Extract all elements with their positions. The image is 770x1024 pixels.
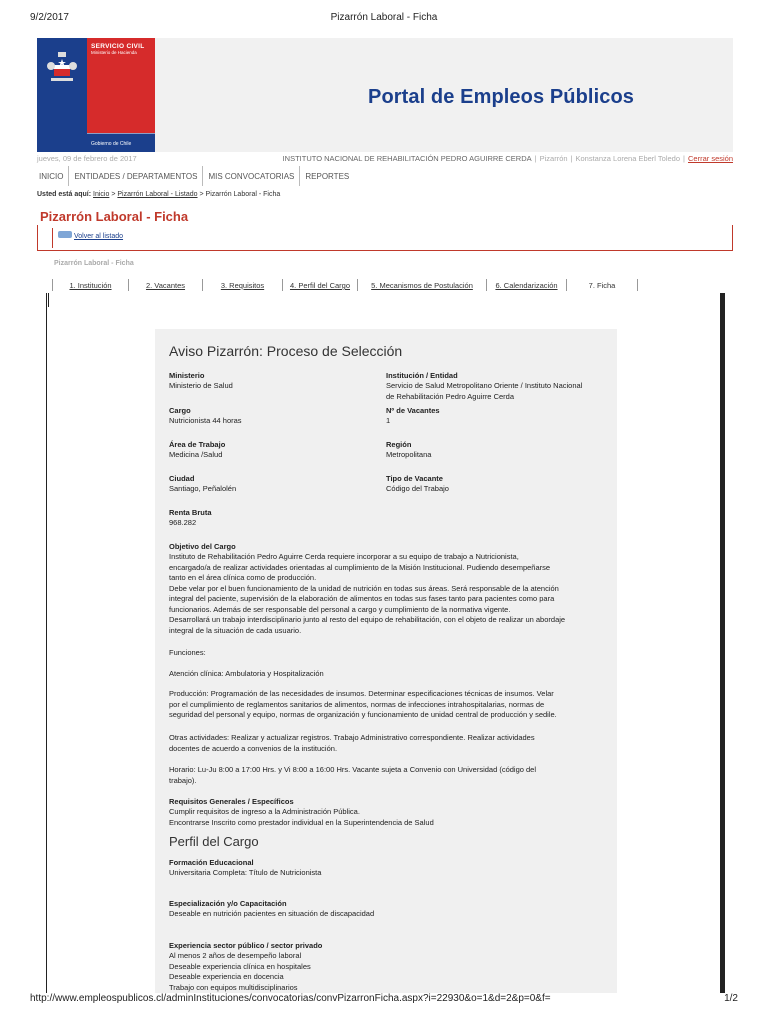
tab-label: 7. Ficha (588, 281, 616, 290)
requisitos-text (169, 807, 609, 828)
menu-item-reportes[interactable]: REPORTES (305, 172, 350, 181)
produccion-line: seguridad del personal y equipo, normas de organización y funcionamiento de unidad central de producción y sedile. (169, 710, 557, 719)
tipo-vacante-label: Tipo de Vacante (386, 474, 443, 483)
requisitos-label: Requisitos Generales / Específicos (169, 797, 294, 806)
funciones-label: Funciones: (169, 648, 206, 657)
print-page: 1/2 (724, 993, 738, 1004)
objetivo-line: integral del paciente, supervisión de la elaboración de alimentos en todas sus fases tanto para pacientes como para (169, 594, 555, 603)
tab-label: 5. Mecanismos de Postulación (371, 281, 473, 290)
print-header (30, 12, 738, 26)
back-inner (52, 228, 733, 248)
print-title: Pizarrón Laboral - Ficha (330, 12, 438, 23)
otras-line: Otras actividades: Realizar y actualizar registros. Trabajo Administrativo correspondiente. Realizar actividades (169, 733, 535, 742)
site-banner (37, 38, 733, 152)
tab-vacantes[interactable] (128, 279, 202, 291)
renta-label: Renta Bruta (169, 508, 212, 517)
area-label: Área de Trabajo (169, 440, 226, 449)
tab-requisitos[interactable] (202, 279, 282, 291)
breadcrumb-sep: > (199, 191, 204, 198)
area-value: Medicina /Salud (169, 450, 223, 459)
sep: | (570, 154, 573, 163)
tab-mecanismos[interactable] (357, 279, 486, 291)
produccion-line: por el cumplimiento de reglamentos sanitarios de alimentos, normas de infecciones intrahospitalarias, normas de (169, 699, 545, 709)
logo-divider (87, 133, 155, 134)
breadcrumb-current: Pizarrón Laboral - Ficha (205, 191, 281, 198)
cargo-value: Nutricionista 44 horas (169, 416, 242, 425)
top-nav (37, 152, 733, 186)
back-arrow-icon (58, 231, 72, 238)
institucion-value-2: de Rehabilitación Pedro Aguirre Cerda (386, 392, 514, 401)
section-name: Pizarrón (539, 154, 568, 163)
breadcrumb-sep: > (111, 191, 116, 198)
formacion-value: Universitaria Completa: Título de Nutricionista (169, 868, 322, 877)
gobierno-label: Gobierno de Chile (91, 141, 132, 147)
ciudad-value: Santiago, Peñalolén (169, 484, 237, 493)
content-frame-left-tick (48, 293, 49, 307)
today-date: jueves, 09 de febrero de 2017 (37, 154, 137, 163)
aviso-title: Aviso Pizarrón: Proceso de Selección (169, 343, 403, 359)
aviso-panel (155, 329, 617, 993)
vacantes-label: Nº de Vacantes (386, 406, 440, 415)
experiencia-line: Deseable experiencia clínica en hospitales (169, 961, 311, 971)
otras-line: docentes de acuerdo a convenios de la institución. (169, 743, 338, 753)
requisitos-line: Cumplir requisitos de ingreso a la Administración Pública. (169, 807, 360, 816)
horario-text (169, 765, 609, 786)
print-url: http://www.empleospublicos.cl/adminInstituciones/convocatorias/convPizarronFicha.aspx?i=22930&o=1&d=2&p=0&f= (30, 993, 551, 1004)
horario-line: Horario: Lu-Ju 8:00 a 17:00 Hrs. y Vi 8:00 a 16:00 Hrs. Vacante sujeta a Convenio con Universidad (código del (169, 765, 537, 774)
menu-item-convocatorias[interactable]: MIS CONVOCATORIAS (203, 166, 300, 186)
breadcrumb-listado[interactable]: Pizarrón Laboral - Listado (117, 191, 198, 198)
org-name: SERVICIO CIVIL (91, 43, 145, 50)
institucion-label: Institución / Entidad (386, 371, 458, 380)
atencion-text: Atención clínica: Ambulatoria y Hospitalización (169, 669, 324, 678)
breadcrumb-prefix: Usted está aquí: (37, 191, 92, 198)
especializacion-value: Deseable en nutrición pacientes en situación de discapacidad (169, 909, 375, 918)
menu-item-entidades[interactable]: ENTIDADES / DEPARTAMENTOS (69, 166, 203, 186)
page-title: Pizarrón Laboral - Ficha (40, 209, 189, 224)
org-sub: Ministerio de Hacienda (91, 50, 137, 55)
produccion-text (169, 689, 609, 721)
tab-label: 4. Perfil del Cargo (289, 281, 351, 290)
cargo-label: Cargo (169, 406, 191, 415)
horario-line: trabajo). (169, 775, 197, 785)
back-link-label: Volver al listado (74, 233, 124, 240)
experiencia-text (169, 951, 609, 993)
objetivo-line: Debe velar por el buen funcionamiento de la unidad de nutrición en todas sus áreas. Será responsable de la atención (169, 583, 559, 593)
produccion-line: Producción: Programación de las necesidades de insumos. Determinar especificaciones técnicas de insumos. Velar (169, 689, 554, 698)
menu-item-inicio[interactable]: INICIO (34, 166, 69, 186)
content-frame-left (46, 293, 47, 993)
institution-name: INSTITUTO NACIONAL DE REHABILITACIÓN PEDRO AGUIRRE CERDA (282, 154, 532, 163)
tab-label: 2. Vacantes (145, 281, 186, 290)
tab-label: 1. Institución (69, 281, 112, 290)
tab-calendarizacion[interactable] (486, 279, 566, 291)
tab-label: 6. Calendarización (495, 281, 558, 290)
perfil-title: Perfil del Cargo (169, 834, 259, 849)
tipo-vacante-value: Código del Trabajo (386, 484, 449, 493)
objetivo-line: Desarrollará un trabajo interdisciplinario junto al resto del equipo de rehabilitación, con el objeto de realizar un abordaje (169, 615, 566, 624)
tab-perfil[interactable] (282, 279, 357, 291)
vacantes-value: 1 (386, 416, 391, 425)
objetivo-label: Objetivo del Cargo (169, 542, 236, 551)
objetivo-line: Instituto de Rehabilitación Pedro Aguirre Cerda requiere incorporar a su equipo de trabajo a Nutricionista, (169, 552, 519, 561)
ministerio-value: Ministerio de Salud (169, 381, 233, 390)
tab-institucion[interactable] (52, 279, 128, 291)
coat-of-arms-icon (45, 50, 79, 86)
region-value: Metropolitana (386, 450, 432, 459)
content-frame-right (720, 293, 725, 993)
objetivo-line: tanto en el área clínica como de producción. (169, 573, 317, 582)
logout-link[interactable]: Cerrar sesión (687, 154, 733, 163)
back-to-list-link[interactable] (58, 233, 123, 240)
experiencia-line: Trabajo con equipos multidisciplinarios (169, 982, 298, 992)
tab-ficha[interactable] (566, 279, 638, 291)
tab-label: 3. Requisitos (220, 281, 265, 290)
breadcrumb-inicio[interactable]: Inicio (93, 191, 110, 198)
objetivo-line: funcionarios. Además de ser responsable del personal a cargo y cumplimiento de la normativa vigente. (169, 604, 511, 614)
sep: | (534, 154, 537, 163)
ciudad-label: Ciudad (169, 474, 195, 483)
print-footer (30, 993, 738, 1007)
objetivo-line: integral de la situación de cada usuario. (169, 625, 302, 635)
main-menu (34, 166, 354, 186)
user-name: Konstanza Lorena Eberl Toledo (575, 154, 681, 163)
objetivo-line: encargado/a de realizar actividades orientadas al cumplimiento de la Misión Institucional. Pudiendo desempeñarse (169, 562, 551, 572)
experiencia-line: Deseable experiencia en docencia (169, 972, 284, 981)
region-label: Región (386, 440, 412, 449)
experiencia-line: Al menos 2 años de desempeño laboral (169, 951, 302, 960)
formacion-label: Formación Educacional (169, 858, 254, 867)
otras-text (169, 733, 609, 754)
portal-title: Portal de Empleos Públicos (368, 86, 634, 108)
requisitos-line: Encontrarse Inscrito como prestador individual en la Superintendencia de Salud (169, 817, 434, 827)
experiencia-label: Experiencia sector público / sector privado (169, 941, 323, 950)
sep: | (683, 154, 685, 163)
print-date: 9/2/2017 (30, 12, 69, 23)
session-info (283, 154, 733, 163)
especializacion-label: Especialización y/o Capacitación (169, 899, 287, 908)
servicio-civil-logo[interactable] (37, 38, 155, 152)
step-tabs (52, 279, 638, 291)
breadcrumb (37, 191, 280, 198)
institucion-value-1: Servicio de Salud Metropolitano Oriente / Instituto Nacional (386, 381, 583, 390)
renta-value: 968.282 (169, 518, 197, 527)
section-sub-label: Pizarrón Laboral - Ficha (54, 260, 134, 267)
ministerio-label: Ministerio (169, 371, 205, 380)
objetivo-text (169, 552, 609, 636)
